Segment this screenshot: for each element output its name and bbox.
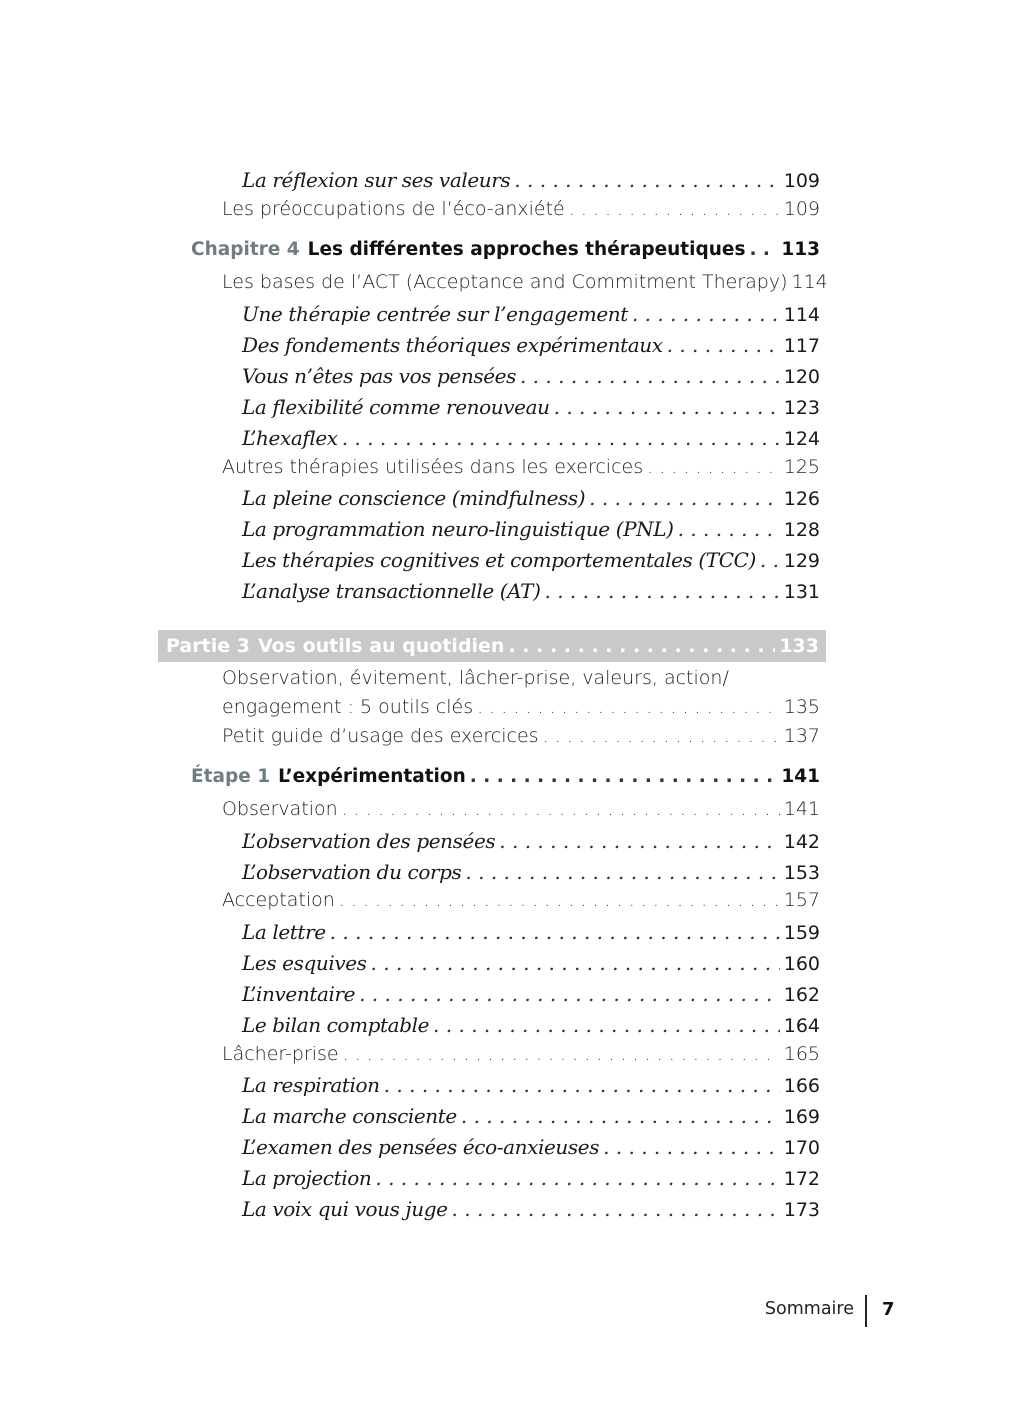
toc-entry-page: 169 <box>783 1106 820 1128</box>
dot-leader <box>461 1104 780 1128</box>
chapter-page: 113 <box>781 239 820 260</box>
toc-entry-title: La projection <box>242 1166 372 1190</box>
toc-entry-title: La voix qui vous juge <box>242 1197 448 1221</box>
toc-entry[interactable] <box>242 829 820 853</box>
toc-entry-title: L’observation du corps <box>242 860 462 884</box>
toc-entry-page: 160 <box>783 953 820 975</box>
toc-entry-title: La marche consciente <box>242 1104 457 1128</box>
dot-leader <box>465 860 779 884</box>
toc-entry-page: 159 <box>783 922 820 944</box>
toc-entry-page: 131 <box>783 581 820 603</box>
toc-entry[interactable] <box>222 271 828 293</box>
toc-entry-page: 125 <box>783 456 820 478</box>
toc-entry[interactable] <box>222 1043 820 1065</box>
dot-leader <box>343 1043 780 1065</box>
toc-entry-title: L’analyse transactionnelle (AT) <box>242 579 541 603</box>
dot-leader <box>433 1013 780 1037</box>
toc-entry[interactable] <box>242 1166 820 1190</box>
toc-entry[interactable] <box>242 168 820 192</box>
toc-entry[interactable] <box>242 1197 820 1221</box>
toc-entry-title: Petit guide d’usage des exercices <box>222 725 539 747</box>
toc-entry[interactable] <box>242 1104 820 1128</box>
step-label: Étape 1 <box>191 766 271 787</box>
toc-entry-page: 137 <box>783 725 820 747</box>
dot-leader <box>589 486 780 510</box>
toc-entry-title: Les thérapies cognitives et comportementales (TCC) <box>242 548 756 572</box>
toc-entry-page: 157 <box>783 889 820 911</box>
toc-entry-title: Autres thérapies utilisées dans les exercices <box>222 456 644 478</box>
dot-leader <box>359 982 780 1006</box>
footer-divider <box>865 1295 867 1327</box>
toc-entry[interactable] <box>222 696 820 718</box>
dot-leader <box>667 333 780 357</box>
toc-entry[interactable] <box>222 456 820 478</box>
dot-leader <box>520 364 780 388</box>
toc-entry-page: 153 <box>783 862 820 884</box>
toc-entry-page: 109 <box>783 170 820 192</box>
toc-entry[interactable] <box>242 548 820 572</box>
toc-entry-title: Observation <box>222 798 338 820</box>
toc-entry-page: 142 <box>783 831 820 853</box>
toc-entry[interactable] <box>242 426 820 450</box>
part-title: Vos outils au quotidien <box>257 635 505 657</box>
toc-entry-page: 109 <box>783 198 820 220</box>
toc-entry-title: Vous n’êtes pas vos pensées <box>242 364 516 388</box>
dot-leader <box>470 766 778 787</box>
step-page: 141 <box>781 766 820 787</box>
toc-entry-page: 124 <box>783 428 820 450</box>
toc-entry-page: 170 <box>783 1137 820 1159</box>
dot-leader <box>452 1197 780 1221</box>
dot-leader <box>544 579 779 603</box>
toc-entry-title: Les bases de l’ACT (Acceptance and Commitment Therapy) <box>222 271 788 293</box>
chapter-title: Les différentes approches thérapeutiques <box>307 239 746 260</box>
toc-entry-title: Lâcher-prise <box>222 1043 339 1065</box>
dot-leader <box>749 239 777 260</box>
toc-entry[interactable] <box>242 395 820 419</box>
toc-entry-page: 166 <box>783 1075 820 1097</box>
toc-entry[interactable] <box>222 725 820 747</box>
dot-leader <box>384 1073 780 1097</box>
toc-entry-title: La pleine conscience (mindfulness) <box>242 486 586 510</box>
toc-entry[interactable] <box>242 333 820 357</box>
toc-entry-title: Observation, évitement, lâcher-prise, valeurs, action/ <box>222 667 729 689</box>
part-page: 133 <box>779 635 819 657</box>
toc-entry[interactable] <box>242 579 820 603</box>
toc-entry-page: 114 <box>783 304 820 326</box>
toc-entry-page: 172 <box>783 1168 820 1190</box>
dot-leader <box>647 456 780 478</box>
toc-entry[interactable] <box>242 1073 820 1097</box>
toc-entry-page: 126 <box>783 488 820 510</box>
toc-entry-page: 165 <box>783 1043 820 1065</box>
toc-entry-title: Les préoccupations de l’éco-anxiété <box>222 198 565 220</box>
toc-entry[interactable] <box>242 860 820 884</box>
toc-entry-page: 120 <box>783 366 820 388</box>
toc-entry-title: Une thérapie centrée sur l’engagement <box>242 302 628 326</box>
toc-entry[interactable] <box>242 486 820 510</box>
page-number: 7 <box>882 1299 895 1320</box>
toc-entry-page: 164 <box>783 1015 820 1037</box>
toc-entry[interactable] <box>242 1135 820 1159</box>
toc-chapter-heading[interactable] <box>191 239 820 260</box>
toc-entry-title: engagement : 5 outils clés <box>222 696 474 718</box>
toc-entry-title: La réflexion sur ses valeurs <box>242 168 511 192</box>
toc-entry-title: L’hexaflex <box>242 426 338 450</box>
toc-entry-page: 173 <box>783 1199 820 1221</box>
toc-entry[interactable] <box>242 951 820 975</box>
dot-leader <box>678 517 780 541</box>
toc-entry[interactable] <box>242 364 820 388</box>
part-label: Partie 3 <box>166 635 250 657</box>
dot-leader <box>632 302 780 326</box>
dot-leader <box>760 548 780 572</box>
dot-leader <box>508 635 775 657</box>
toc-step-heading[interactable] <box>191 766 820 787</box>
page-footer <box>0 1295 1024 1335</box>
dot-leader <box>499 829 779 853</box>
dot-leader <box>477 696 780 718</box>
toc-entry-page: 129 <box>783 550 820 572</box>
dot-leader <box>375 1166 779 1190</box>
toc-entry[interactable] <box>222 889 820 911</box>
toc-entry-title: La lettre <box>242 920 326 944</box>
toc-entry-title: Des fondements théoriques expérimentaux <box>242 333 663 357</box>
toc-entry-page: 117 <box>783 335 820 357</box>
toc-entry-title: La respiration <box>242 1073 380 1097</box>
dot-leader <box>554 395 780 419</box>
toc-part-heading[interactable] <box>158 630 826 662</box>
toc-entry-line <box>222 667 820 689</box>
toc-entry-title: La programmation neuro-linguistique (PNL) <box>242 517 674 541</box>
toc-entry[interactable] <box>242 1013 820 1037</box>
toc-entry-title: L’observation des pensées <box>242 829 496 853</box>
dot-leader <box>603 1135 780 1159</box>
step-title: L’expérimentation <box>278 766 466 787</box>
dot-leader <box>342 798 780 820</box>
dot-leader <box>543 725 780 747</box>
toc-entry-page: 123 <box>783 397 820 419</box>
toc-entry-title: L’examen des pensées éco-anxieuses <box>242 1135 600 1159</box>
dot-leader <box>330 920 780 944</box>
toc-entry-page: 162 <box>783 984 820 1006</box>
dot-leader <box>342 426 780 450</box>
dot-leader <box>339 889 780 911</box>
toc-entry-title: Les esquives <box>242 951 367 975</box>
toc-entry-page: 141 <box>783 798 820 820</box>
toc-entry[interactable] <box>242 920 820 944</box>
toc-entry-title: L’inventaire <box>242 982 356 1006</box>
dot-leader <box>514 168 779 192</box>
toc-entry-title: La flexibilité comme renouveau <box>242 395 550 419</box>
dot-leader <box>569 198 780 220</box>
chapter-label: Chapitre 4 <box>191 239 300 260</box>
toc-entry-page: 135 <box>783 696 820 718</box>
toc-entry-title: Le bilan comptable <box>242 1013 430 1037</box>
toc-entry[interactable] <box>242 982 820 1006</box>
toc-entry-page: 128 <box>783 519 820 541</box>
toc-entry-title: Acceptation <box>222 889 335 911</box>
toc-entry[interactable] <box>242 302 820 326</box>
toc-entry-page: 114 <box>791 271 828 293</box>
toc-entry[interactable] <box>242 517 820 541</box>
footer-section-label: Sommaire <box>764 1299 854 1319</box>
toc-entry[interactable] <box>222 798 820 820</box>
toc-entry[interactable] <box>222 198 820 220</box>
dot-leader <box>371 951 780 975</box>
